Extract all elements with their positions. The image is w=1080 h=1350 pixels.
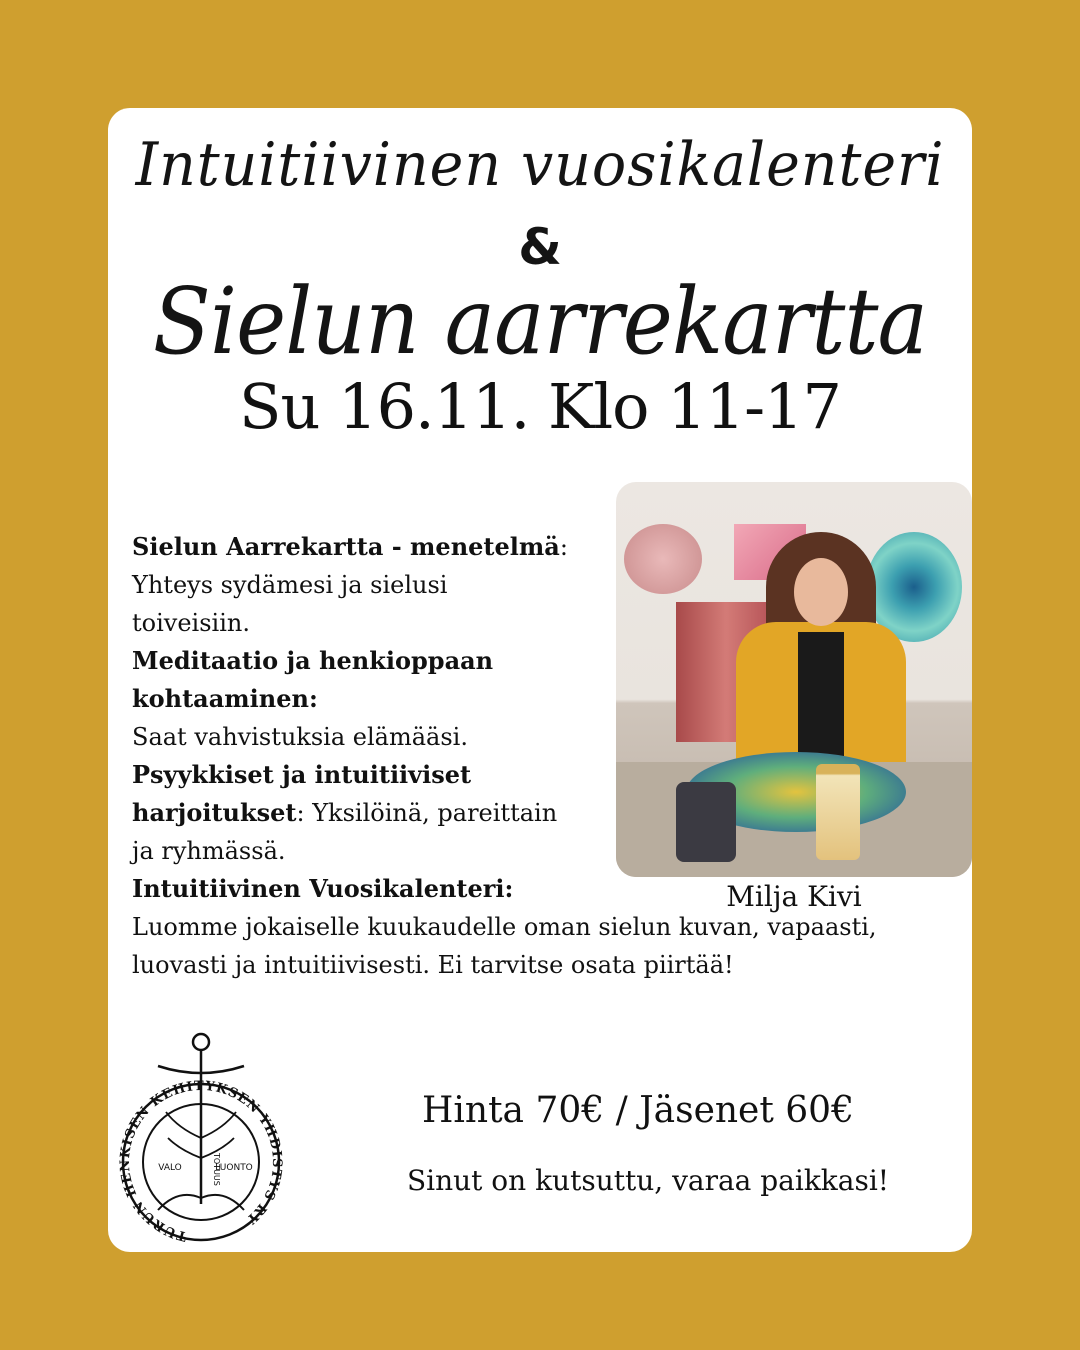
logo-word-center: TOTUUS <box>212 1153 221 1186</box>
association-logo <box>118 1028 284 1246</box>
artist-photo <box>616 482 972 877</box>
price-text: Hinta 70€ / Jäsenet 60€ <box>422 1090 854 1131</box>
desc-item-2 <box>132 642 572 756</box>
desc-item-4-heading: Intuitiivinen Vuosikalenteri: <box>132 874 514 903</box>
brush-holder <box>676 782 736 862</box>
paint-jar <box>816 764 860 860</box>
desc-item-2-heading: Meditaatio ja henkioppaan kohtaaminen: <box>132 646 494 713</box>
desc-item-1 <box>132 528 572 642</box>
desc-item-1-text: : Yhteys sydämesi ja sielusi toiveisiin. <box>132 533 568 637</box>
title-ampersand: & <box>518 218 562 276</box>
title-line-1: Intuitiivinen vuosikalenteri <box>135 130 945 200</box>
painting-pink-circle <box>624 524 702 594</box>
photo-caption: Milja Kivi <box>726 880 862 913</box>
desc-item-3-heading: Psyykkiset ja intuitiiviset harjoitukset <box>132 760 472 827</box>
logo-word-right: LUONTO <box>215 1163 253 1173</box>
person-shirt <box>798 632 844 762</box>
desc-item-2-text: Saat vahvistuksia elämääsi. <box>132 723 468 751</box>
desc-item-3 <box>132 756 572 870</box>
logo-ring-text: TURUN HENKISEN KEHITYKSEN YHDISTYS RY <box>118 1078 284 1244</box>
desc-item-3-text: : Yksilöinä, pareittain ja ryhmässä. <box>132 799 558 865</box>
poster-card <box>108 108 972 1252</box>
invite-text: Sinut on kutsuttu, varaa paikkasi! <box>406 1164 890 1197</box>
person-face <box>794 558 848 626</box>
title-line-2: Sielun aarrekartta <box>152 268 928 375</box>
desc-item-4-text: Luomme jokaiselle kuukaudelle oman sielun kuvan, vapaasti, luovasti ja intuitiivisesti. Ei tarvitse osata piirtää! <box>132 913 877 979</box>
desc-item-1-heading: Sielun Aarrekartta - menetelmä <box>132 532 560 561</box>
logo-word-left: VALO <box>158 1163 182 1173</box>
event-date: Su 16.11. Klo 11-17 <box>239 370 841 443</box>
